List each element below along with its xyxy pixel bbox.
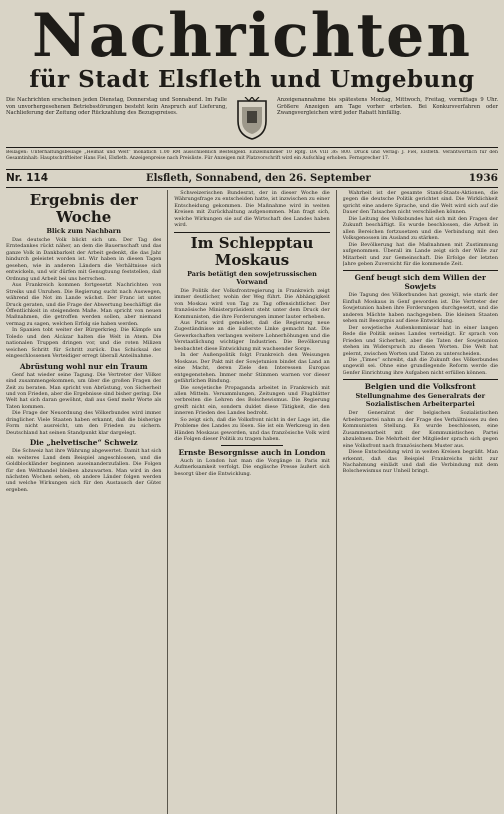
divider: [6, 169, 498, 170]
column-1: [6, 190, 161, 814]
divider: [343, 379, 498, 380]
article-subhead: Stellungnahme des Generalrats der Sozialistischen Arbeiterpartei: [355, 392, 486, 409]
article-paragraph: Der Generalrat der belgischen Sozialistischen Arbeiterpartei nahm zu der Frage des Verhältnisses zu den Kommunisten Stellung. Es wurde beschlossen, eine Zusammenarbeit mit der Kommunistischen Partei abzulehnen. Die Mehrheit der Mitglieder sprach sich gegen eine Volksfront nach französischem Muster aus.: [342, 410, 498, 449]
divider: [174, 232, 329, 233]
article-headline: Ergebnis der Woche: [29, 191, 138, 226]
masthead-info-row: [6, 97, 498, 145]
city-crest-icon: [233, 97, 271, 145]
column-3: [343, 190, 498, 814]
divider: [343, 270, 498, 271]
dateline: [6, 171, 498, 185]
article-paragraph: Die Politik der Volksfrontregierung in Frankreich zeigt immer deutlicher, wohin der Weg führt. Die Abhängigkeit von Moskau wird von Tag zu Tag offensichtlicher. Der französische Ministerpräsident steht unter dem Druck der Kommunisten, die ihre Forderungen immer lauter erheben.: [174, 287, 330, 320]
article-columns: [6, 190, 498, 814]
article-paragraph: Aus Paris wird gemeldet, daß die Regierung neue Zugeständnisse an die äußerste Linke gemacht hat. Die Gewerkschaften verlangen weitere Lohnerhöhungen und die Verstaatlichung wichtiger Industrien. Die Bevölkerung beobachtet diese Entwicklung mit wachsender Sorge.: [174, 319, 330, 352]
publication-info: Die Nachrichten erscheinen jeden Dienstag, Donnerstag und Sonnabend. Im Falle von unvorhergesehenen Betriebsstörungen besteht kein Anspruch auf Lieferung, Nachlieferung der Zeitung oder Rückzahlung des Bezugspreises.: [6, 97, 227, 117]
column-divider: [167, 190, 168, 814]
divider: [221, 445, 283, 446]
divider: [6, 187, 498, 188]
section-heading: Die „helvetische“ Schweiz: [29, 438, 138, 448]
article-paragraph: Die Schweiz hat ihre Währung abgewertet. Damit hat sich ein weiteres Land dem Beispiel angeschlossen, und die Goldblockländer beginnen auseinanderzufallen. Die Folgen für den Welthandel bleiben abzuwarten. Man wird in den nächsten Wochen sehen, ob andere Länder folgen werden und welche Wirkungen sich für den Austausch der Güter ergeben.: [6, 448, 162, 493]
section-heading: Ernste Besorgnisse auch in London: [178, 447, 326, 457]
article-headline: Im Schlepptau Moskaus: [190, 233, 314, 269]
column-2: [174, 190, 329, 814]
advertising-info: Anzeigenannahme bis spätestens Montag, Mittwoch, Freitag, vormittags 9 Uhr. Größere Anzeigen am Tage vorher erbeten. Bei Konkursverfahren oder Zwangsvergleichen wird jeder Rabatt hinfällig.: [277, 97, 498, 117]
publisher-fine-print: Beilagen: Unterhaltungsbeilage „Heimat und Welt“ monatlich 1.00 RM ausschließlich Bestellgeld. Einzelnummer 10 Rpfg. DA VIII 36: 800. Druck und Verlag: J. Fiel, Elsfleth. Verantwortlich für den Gesamtinhalt: Hauptschriftleiter Hans Fiel, Elsfleth. Anzeigenpreise nach Preisliste. Für Anzeigen mit Platzvorschrift wird ein Aufschlag erhoben. Fernsprecher 17.: [6, 150, 498, 161]
section-heading: Belgien und die Volksfront: [364, 382, 476, 392]
column-divider: [336, 190, 337, 814]
article-paragraph: So zeigt sich, daß die Volksfront nicht in der Lage ist, die Probleme des Landes zu lösen. Sie ist ein Werkzeug in den Händen Moskaus geworden, und das französische Volk wird die Folgen dieser Politik zu tragen haben.: [174, 416, 330, 443]
article-paragraph: Auch in London hat man die Vorgänge in Paris mit Aufmerksamkeit verfolgt. Die englische Presse äußert sich besorgt über die Entwicklung.: [174, 457, 330, 477]
masthead-subtitle: für Stadt Elsfleth und Umgebung: [29, 66, 475, 93]
article-paragraph: Die Leitung des Volksbundes hat sich mit den Fragen der Zukunft beschäftigt. Es wurde beschlossen, die Arbeit in allen Bereichen fortzusetzen und die Verbindung mit den Volksgenossen im Ausland zu stärken.: [342, 215, 498, 242]
article-paragraph: Die „Times“ schreibt, daß die Zukunft des Völkerbundes ungewiß sei. Ohne eine grundlegende Reform werde die Genfer Einrichtung ihre Aufgaben nicht erfüllen können.: [342, 356, 498, 376]
section-heading: Genf beugt sich dem Willen der Sowjets: [354, 273, 486, 292]
article-paragraph: Die Bevölkerung hat die Maßnahmen mit Zustimmung aufgenommen. Überall im Lande zeigt sich der Wille zur Mitarbeit und zur Gemeinschaft. Die Erfolge der letzten Jahre geben Zuversicht für die kommende Zeit.: [342, 241, 498, 267]
article-paragraph: Diese Entscheidung wird in weiten Kreisen begrüßt. Man erkennt, daß das Beispiel Frankreichs nicht zur Nachahmung einlädt und daß die Verbindung mit dem Bolschewismus nur Unheil bringt.: [342, 449, 498, 475]
section-heading: Abrüstung wohl nur ein Traum: [19, 361, 148, 371]
masthead-title: Nachrichten: [32, 1, 472, 71]
article-paragraph: Genf hat wieder seine Tagung. Die Vertreter der Völker sind zusammengekommen, um über die großen Fragen der Zeit zu beraten. Man spricht von Abrüstung, von Sicherheit und von Frieden, aber die Ergebnisse sind bisher gering. Die Welt hat sich daran gewöhnt, daß aus Genf mehr Worte als Taten kommen.: [6, 371, 162, 410]
article-paragraph: Schweizerischen Bundesrat, der in dieser Woche die Währungsfrage zu entscheiden hatte, ist inzwischen zu einer Entscheidung gekommen. Die Maßnahme wird in weiten Kreisen mit Zurückhaltung aufgenommen. Man fragt sich, welche Wirkungen sie auf die Wirtschaft des Landes haben wird.: [174, 190, 330, 229]
issue-date: Elsfleth, Sonnabend, den 26. September: [146, 172, 371, 184]
article-paragraph: In der Außenpolitik folgt Frankreich den Weisungen Moskaus. Der Pakt mit der Sowjetunion bindet das Land an eine Macht, deren Ziele den Interessen Europas entgegenstehen. Immer mehr Stimmen warnen vor dieser gefährlichen Bindung.: [174, 352, 330, 385]
issue-number: Nr. 114: [6, 172, 49, 184]
divider: [6, 147, 498, 148]
article-paragraph: Der sowjetische Außenkommissar hat in einer langen Rede die Politik seines Landes verteidigt. Er sprach von Frieden und Sicherheit, aber die Taten der Sowjetunion stehen im Widerspruch zu diesen Worten. Die Welt hat gelernt, zwischen Worten und Taten zu unterscheiden.: [342, 324, 498, 357]
article-paragraph: Die Tagung des Völkerbundes hat gezeigt, wie stark der Einfluß Moskaus in Genf geworden ist. Die Vertreter der Sowjetunion haben ihre Forderungen durchgesetzt, und die anderen Mächte haben nachgegeben. Die kleinen Staaten sehen mit Besorgnis auf diese Entwicklung.: [342, 292, 498, 325]
article-paragraph: Die sowjetische Propaganda arbeitet in Frankreich mit allen Mitteln. Versammlungen, Zeitungen und Flugblätter verbreiten die Lehren des Bolschewismus. Die Regierung greift nicht ein, sondern duldet diese Tätigkeit, die den inneren Frieden des Landes bedroht.: [174, 384, 330, 417]
article-subhead: Blick zum Nachbarn: [46, 227, 121, 235]
issue-year: 1936: [468, 172, 498, 184]
article-paragraph: Wahrheit ist der gesamte Stand-Staats-Aktionen, die gegen die deutsche Politik gerichtet sind. Die Wirklichkeit spricht eine andere Sprache, und die Welt wird sich auf die Dauer den Tatsachen nicht verschließen können.: [342, 190, 498, 216]
article-paragraph: Aus Frankreich kommen fortgesetzt Nachrichten von Streiks und Unruhen. Die Regierung sucht nach Auswegen, während die Not im Lande wächst. Der Franc ist unter Druck geraten, und die Frage der Abwertung beschäftigt die Öffentlichkeit in steigendem Maße. Man spricht von neuen Maßnahmen, die getroffen werden sollen, aber niemand vermag zu sagen, welchen Erfolg sie haben werden.: [6, 282, 162, 327]
article-subhead: Paris betätigt den sowjetrussischen Vorwand: [187, 269, 317, 286]
article-paragraph: Das deutsche Volk blickt sich um. Der Tag des Erntedankes rückt näher, an dem die Bauernschaft und das ganze Volk in Dankbarkeit der Arbeit gedenkt, die das Jahr hindurch geleistet worden ist. Wir haben in diesen Tagen gesehen, wie in anderen Ländern die Verhältnisse sich entwickeln, und wir dürfen mit Genugtuung feststellen, daß Ordnung und Arbeit bei uns herrschen.: [6, 237, 162, 282]
article-paragraph: Die Frage der Neuordnung des Völkerbundes wird immer dringlicher. Viele Staaten haben erkannt, daß die bisherige Form nicht ausreicht, um den Frieden zu sichern. Deutschland hat seinen Standpunkt klar dargelegt.: [6, 410, 162, 436]
article-paragraph: In Spanien tobt weiter der Bürgerkrieg. Die Kämpfe um Toledo und den Alcázar halten die Welt in Atem. Die nationalen Truppen dringen vor, und die roten Milizen weichen Schritt für Schritt zurück. Das Schicksal der eingeschlossenen Verteidiger erregt überall Anteilnahme.: [6, 327, 162, 360]
